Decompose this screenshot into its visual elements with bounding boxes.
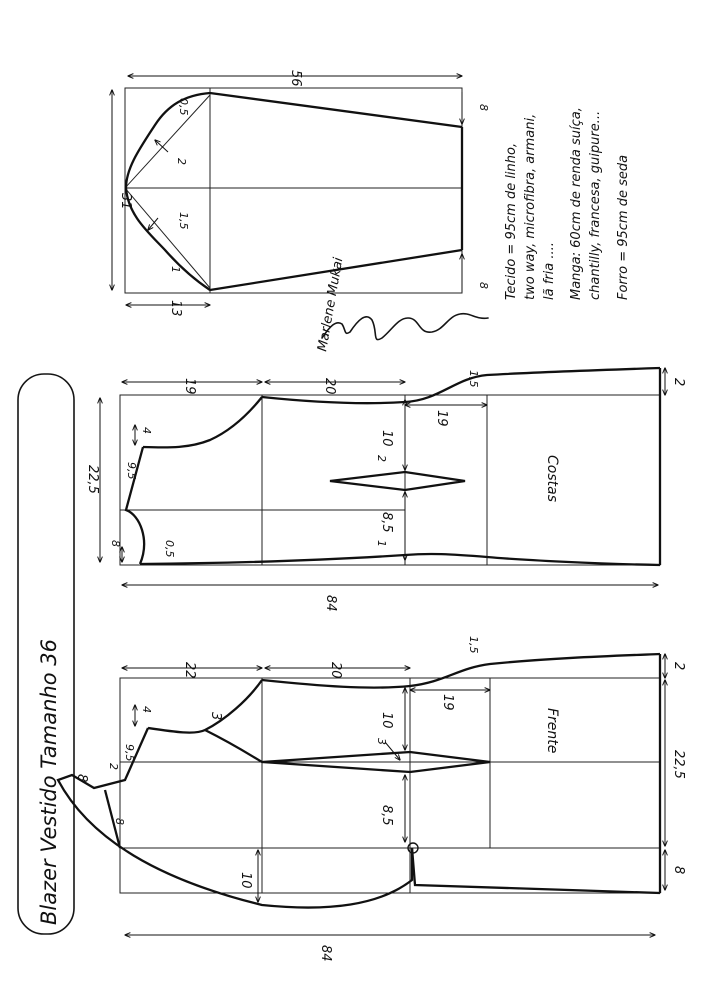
front-side-seam <box>262 654 660 688</box>
sleeve-cap-arrow-15 <box>148 218 158 230</box>
sleeve-cap-side-label: 13 <box>168 300 183 317</box>
note-line-3: lã fria .... <box>542 242 557 300</box>
front-top-22-label: 22 <box>182 662 197 679</box>
front-lapel-inner-8-label: 8 <box>113 818 126 825</box>
back-dart-2-label: 2 <box>375 455 388 462</box>
front-dart-10-label: 10 <box>379 712 394 729</box>
sleeve-width-label: 56 <box>288 70 303 87</box>
sleeve-height-label: 31 <box>118 193 133 210</box>
back-center <box>140 554 660 565</box>
front-waist-19-label: 19 <box>440 694 455 711</box>
front-neck-4-label: 4 <box>140 706 153 713</box>
back-top-19-label: 19 <box>182 378 197 395</box>
back-waist-19-label: 19 <box>434 410 449 427</box>
front-right-225-label: 22,5 <box>671 750 686 779</box>
front-neck-95-label: 9,5 <box>123 744 136 762</box>
note-line-4: Manga: 60cm de renda suíça, <box>569 107 584 300</box>
pattern-title <box>18 374 74 934</box>
sleeve-cap-2-label: 2 <box>175 158 188 165</box>
back-neck-4-label: 4 <box>140 427 153 434</box>
front-arm-3-label: 3 <box>208 712 223 721</box>
sleeve-cap-curve <box>126 93 210 290</box>
back-dart-1-label: 1 <box>375 540 388 547</box>
back-dart-85-label: 8,5 <box>379 512 394 533</box>
front-armhole <box>148 680 262 733</box>
signature-text: Marlene Mukai <box>315 256 347 353</box>
back-pattern <box>85 368 686 612</box>
note-line-6: Forro = 95cm de seda <box>616 154 631 300</box>
front-hip-15-label: 1,5 <box>467 636 480 654</box>
front-top-20-label: 20 <box>328 662 343 679</box>
back-dart-10-label: 10 <box>379 430 394 447</box>
fabric-notes <box>504 107 631 300</box>
front-pattern <box>58 636 686 962</box>
sleeve-guide-lower <box>125 188 210 288</box>
back-side-seam <box>262 368 660 403</box>
front-dart-85-label: 8,5 <box>379 805 394 826</box>
back-bottom-84-label: 84 <box>323 595 338 612</box>
note-line-1: Tecido = 95cm de linho, <box>504 142 519 300</box>
sleeve-cap-15-label: 1,5 <box>177 212 190 230</box>
front-right-2-label: 2 <box>671 662 686 671</box>
sleeve-cap-arrow-2 <box>155 140 168 152</box>
back-right-2-label: 2 <box>671 378 686 387</box>
sleeve-cap-1-label: 1 <box>169 266 182 273</box>
front-frame <box>120 678 660 893</box>
back-left-225-label: 22,5 <box>85 465 100 494</box>
back-hip-15-label: 1,5 <box>467 370 480 388</box>
sleeve-seam-top <box>210 93 462 127</box>
back-neck-05-label: 0,5 <box>163 540 176 558</box>
back-neck-95-label: 9,5 <box>125 462 138 480</box>
front-lower-edge <box>412 848 660 893</box>
sleeve-hem-top-label: 8 <box>477 104 490 111</box>
front-right-8-label: 8 <box>671 866 686 875</box>
back-frame <box>120 395 660 565</box>
back-dart <box>330 472 465 490</box>
front-lapel-2-label: 2 <box>107 763 120 770</box>
front-lapel-8-label: 8 <box>74 774 89 783</box>
sleeve-hem-bottom-label: 8 <box>477 282 490 289</box>
note-line-2: two way, microfibra, armani, <box>523 113 538 300</box>
title-text: Blazer Vestido Tamanho 36 <box>37 639 61 925</box>
sleeve-pattern <box>112 70 490 317</box>
front-piece-label: Frente <box>544 708 560 754</box>
back-top-20-label: 20 <box>322 378 337 395</box>
back-neck-8-label: 8 <box>109 540 122 547</box>
back-armhole <box>143 397 262 447</box>
back-piece-label: Costas <box>544 455 560 502</box>
front-left-10-label: 10 <box>238 872 253 889</box>
front-bottom-84-label: 84 <box>318 945 333 962</box>
front-dart-3-label: 3 <box>375 738 388 745</box>
front-armhole-facing <box>205 730 262 762</box>
sleeve-cap-05-label: 0,5 <box>177 98 190 116</box>
note-line-5: chantilly, francesa, guipure... <box>588 110 603 300</box>
